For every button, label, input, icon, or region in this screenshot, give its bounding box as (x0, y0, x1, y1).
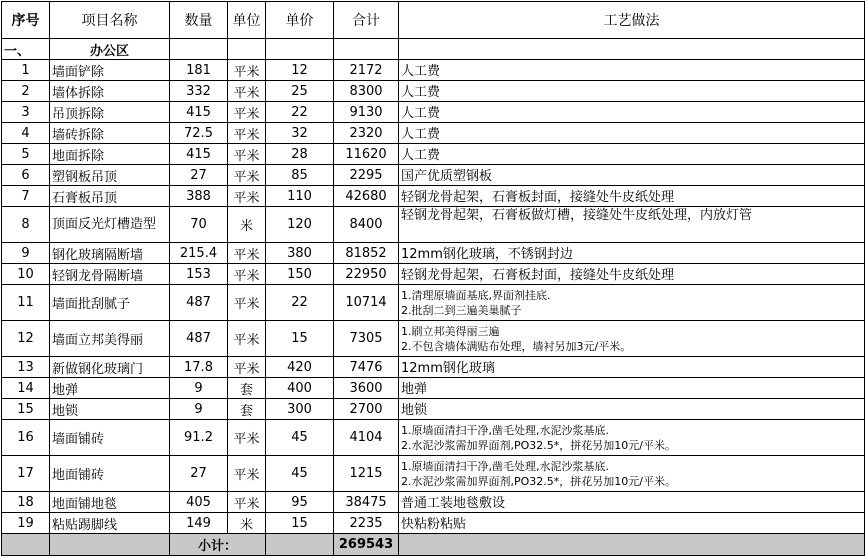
table-row (2, 207, 865, 243)
row-no: 17 (2, 456, 50, 492)
row-no: 9 (2, 243, 50, 264)
table-row (2, 165, 865, 186)
row-qty: 9 (170, 399, 228, 420)
row-qty: 487 (170, 321, 228, 357)
row-method: 地锁 (399, 399, 865, 420)
row-method: 人工费 (399, 81, 865, 102)
row-name: 石膏板吊顶 (50, 186, 170, 207)
row-method-line2: 2.不包含墙体满贴布处理，墙衬另加3元/平米。 (401, 339, 632, 353)
row-name: 墙砖拆除 (50, 123, 170, 144)
row-name: 粘贴踢脚线 (50, 513, 170, 534)
row-method: 轻钢龙骨起架，石膏板做灯槽，接缝处牛皮纸处理，内放灯管 (399, 207, 865, 243)
row-no: 6 (2, 165, 50, 186)
row-price: 420 (266, 357, 334, 378)
row-no: 5 (2, 144, 50, 165)
row-method: 快粘粉粘贴 (399, 513, 865, 534)
row-unit: 平米 (228, 264, 266, 285)
row-no: 15 (2, 399, 50, 420)
row-qty: 405 (170, 492, 228, 513)
row-qty: 9 (170, 378, 228, 399)
quotation-table (1, 1, 865, 556)
row-qty: 27 (170, 456, 228, 492)
row-qty: 215.4 (170, 243, 228, 264)
table-row (2, 123, 865, 144)
row-name: 墙面批刮腻子 (50, 285, 170, 321)
row-unit: 平米 (228, 165, 266, 186)
row-price: 25 (266, 81, 334, 102)
header-name: 项目名称 (50, 2, 170, 39)
table-row (2, 456, 865, 492)
table-row (2, 264, 865, 285)
row-no: 14 (2, 378, 50, 399)
row-name: 塑钢板吊顶 (50, 165, 170, 186)
row-qty: 70 (170, 207, 228, 243)
row-qty: 332 (170, 81, 228, 102)
row-unit: 平米 (228, 492, 266, 513)
row-total: 22950 (334, 264, 399, 285)
row-qty: 149 (170, 513, 228, 534)
section-no: 一、 (2, 39, 50, 60)
row-method: 人工费 (399, 144, 865, 165)
row-unit: 套 (228, 399, 266, 420)
row-unit: 米 (228, 513, 266, 534)
row-method: 轻钢龙骨起架，石膏板封面，接缝处牛皮纸处理 (399, 186, 865, 207)
row-method: 人工费 (399, 123, 865, 144)
row-method-line1: 1.刷立邦美得丽三遍 (401, 324, 500, 338)
table-row (2, 102, 865, 123)
section-row (2, 39, 865, 60)
row-unit: 平米 (228, 321, 266, 357)
row-qty: 388 (170, 186, 228, 207)
table-row (2, 513, 865, 534)
row-unit: 平米 (228, 123, 266, 144)
row-price: 120 (266, 207, 334, 243)
row-qty: 17.8 (170, 357, 228, 378)
header-method: 工艺做法 (399, 2, 865, 39)
row-no: 8 (2, 207, 50, 243)
row-method-line2: 2.水泥沙浆需加界面剂,PO32.5*，拼花另加10元/平米。 (401, 438, 676, 452)
row-total: 9130 (334, 102, 399, 123)
row-method (399, 420, 865, 456)
row-method: 轻钢龙骨起架，石膏板封面，接缝处牛皮纸处理 (399, 264, 865, 285)
row-total: 8400 (334, 207, 399, 243)
row-total: 7305 (334, 321, 399, 357)
row-price: 95 (266, 492, 334, 513)
header-total: 合计 (334, 2, 399, 39)
table-row (2, 420, 865, 456)
row-price: 400 (266, 378, 334, 399)
row-name: 墙面铺砖 (50, 420, 170, 456)
header-price: 单价 (266, 2, 334, 39)
row-name: 轻钢龙骨隔断墙 (50, 264, 170, 285)
row-unit: 平米 (228, 285, 266, 321)
row-unit: 平米 (228, 81, 266, 102)
row-name: 地锁 (50, 399, 170, 420)
row-method: 12mm钢化玻璃，不锈钢封边 (399, 243, 865, 264)
row-total: 2235 (334, 513, 399, 534)
row-price: 12 (266, 60, 334, 81)
table-row (2, 144, 865, 165)
row-unit: 平米 (228, 420, 266, 456)
header-no: 序号 (2, 2, 50, 39)
row-method (399, 285, 865, 321)
row-qty: 27 (170, 165, 228, 186)
row-price: 150 (266, 264, 334, 285)
row-total: 38475 (334, 492, 399, 513)
row-name: 地面铺砖 (50, 456, 170, 492)
row-method: 国产优质塑钢板 (399, 165, 865, 186)
subtotal-label: 小计： (170, 534, 266, 556)
row-total: 8300 (334, 81, 399, 102)
row-price: 22 (266, 285, 334, 321)
row-no: 12 (2, 321, 50, 357)
row-no: 16 (2, 420, 50, 456)
row-method: 普通工装地毯敷设 (399, 492, 865, 513)
row-name: 地弹 (50, 378, 170, 399)
table-row (2, 321, 865, 357)
row-price: 300 (266, 399, 334, 420)
row-no: 13 (2, 357, 50, 378)
row-unit: 平米 (228, 144, 266, 165)
row-method-line2: 2.水泥沙浆需加界面剂,PO32.5*，拼花另加10元/平米。 (401, 474, 676, 488)
row-name: 顶面反光灯槽造型 (50, 207, 170, 243)
row-price: 22 (266, 102, 334, 123)
header-unit: 单位 (228, 2, 266, 39)
row-name: 地面拆除 (50, 144, 170, 165)
row-qty: 487 (170, 285, 228, 321)
row-no: 1 (2, 60, 50, 81)
row-price: 15 (266, 321, 334, 357)
row-no: 4 (2, 123, 50, 144)
row-total: 2320 (334, 123, 399, 144)
row-method (399, 456, 865, 492)
row-name: 墙面铲除 (50, 60, 170, 81)
row-total: 2172 (334, 60, 399, 81)
row-qty: 72.5 (170, 123, 228, 144)
row-name: 吊顶拆除 (50, 102, 170, 123)
row-name: 地面铺地毯 (50, 492, 170, 513)
row-no: 2 (2, 81, 50, 102)
row-method (399, 321, 865, 357)
table-row (2, 378, 865, 399)
row-no: 10 (2, 264, 50, 285)
table-row (2, 285, 865, 321)
row-name: 墙体拆除 (50, 81, 170, 102)
row-unit: 平米 (228, 186, 266, 207)
row-total: 4104 (334, 420, 399, 456)
row-unit: 米 (228, 207, 266, 243)
row-unit: 平米 (228, 357, 266, 378)
row-price: 85 (266, 165, 334, 186)
row-price: 32 (266, 123, 334, 144)
row-total: 7476 (334, 357, 399, 378)
row-no: 3 (2, 102, 50, 123)
row-method-line1: 1.原墙面清扫干净,凿毛处理,水泥沙浆基底. (401, 423, 609, 437)
row-qty: 415 (170, 102, 228, 123)
row-price: 28 (266, 144, 334, 165)
table-row (2, 60, 865, 81)
row-total: 81852 (334, 243, 399, 264)
row-method-line1: 1.清理原墙面基底,界面剂挂底. (401, 288, 551, 302)
row-unit: 平米 (228, 243, 266, 264)
row-qty: 181 (170, 60, 228, 81)
row-total: 3600 (334, 378, 399, 399)
row-unit: 平米 (228, 60, 266, 81)
row-unit: 平米 (228, 102, 266, 123)
row-total: 1215 (334, 456, 399, 492)
table-row (2, 357, 865, 378)
row-name: 新做钢化玻璃门 (50, 357, 170, 378)
row-method: 人工费 (399, 102, 865, 123)
table-row (2, 243, 865, 264)
row-total: 10714 (334, 285, 399, 321)
subtotal-row (2, 534, 865, 556)
row-method: 12mm钢化玻璃 (399, 357, 865, 378)
row-method-line2: 2.批刮二到三遍美巢腻子 (401, 303, 522, 317)
row-price: 45 (266, 420, 334, 456)
table-row (2, 399, 865, 420)
subtotal-value: 269543 (334, 534, 399, 556)
row-price: 15 (266, 513, 334, 534)
row-no: 7 (2, 186, 50, 207)
row-name: 钢化玻璃隔断墙 (50, 243, 170, 264)
row-name: 墙面立邦美得丽 (50, 321, 170, 357)
row-no: 19 (2, 513, 50, 534)
row-unit: 平米 (228, 456, 266, 492)
row-qty: 415 (170, 144, 228, 165)
table-row (2, 492, 865, 513)
row-no: 11 (2, 285, 50, 321)
table-row (2, 81, 865, 102)
row-total: 2700 (334, 399, 399, 420)
row-price: 380 (266, 243, 334, 264)
row-method-line1: 1.原墙面清扫干净,凿毛处理,水泥沙浆基底. (401, 459, 609, 473)
row-total: 42680 (334, 186, 399, 207)
header-qty: 数量 (170, 2, 228, 39)
row-no: 18 (2, 492, 50, 513)
section-name: 办公区 (50, 39, 170, 60)
row-price: 110 (266, 186, 334, 207)
row-qty: 153 (170, 264, 228, 285)
row-qty: 91.2 (170, 420, 228, 456)
table-row (2, 186, 865, 207)
header-row (2, 2, 865, 39)
row-unit: 套 (228, 378, 266, 399)
row-method: 地弹 (399, 378, 865, 399)
row-total: 11620 (334, 144, 399, 165)
row-price: 45 (266, 456, 334, 492)
row-method: 人工费 (399, 60, 865, 81)
row-total: 2295 (334, 165, 399, 186)
